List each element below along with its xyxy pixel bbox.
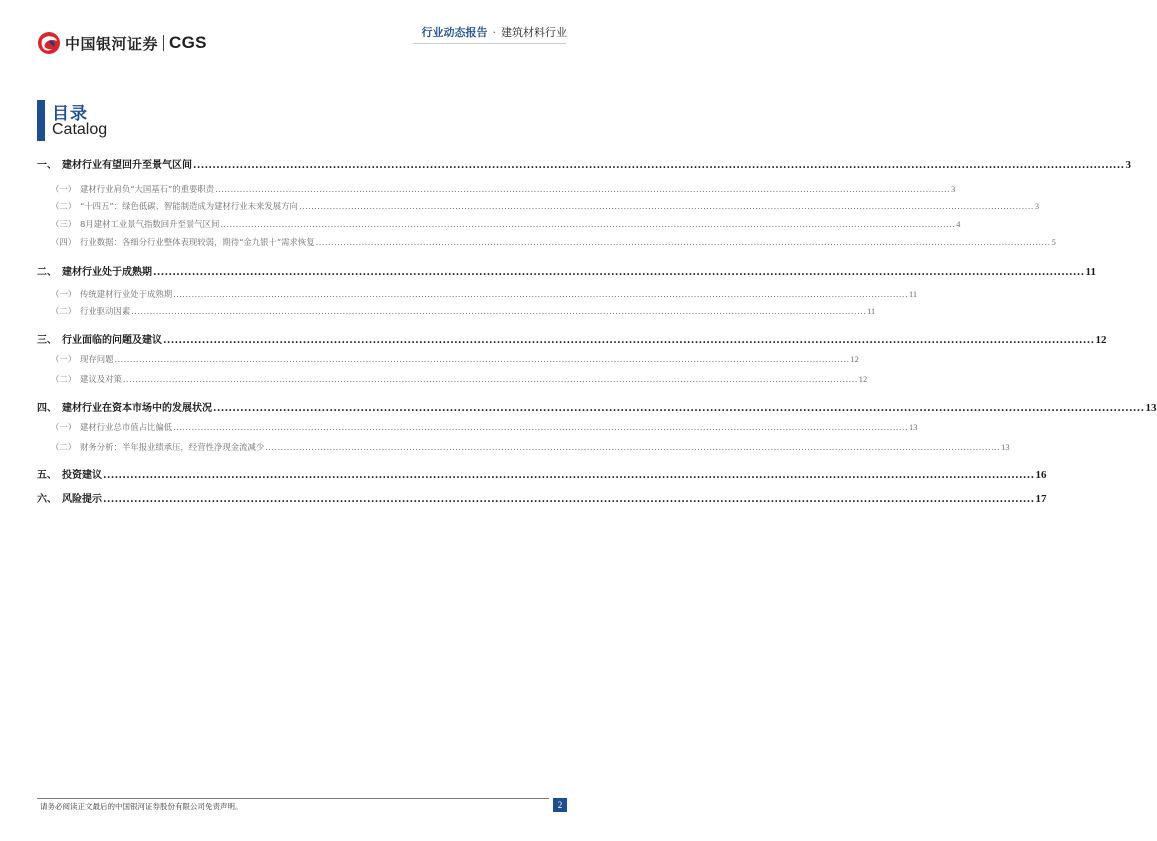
toc-page-number: 3 [1034,202,1040,211]
toc-dot-leader [316,237,1051,247]
toc-entry-title: “十四五”：绿色低碳、智能制造成为建材行业未来发展方向 [80,201,298,211]
toc-dot-leader [103,494,1035,505]
toc-page-number: 13 [909,423,918,432]
toc-entry-title: 建材行业总市值占比偏低 [80,422,173,432]
header-separator: · [492,25,496,39]
toc-entry-number: （一） [51,184,77,194]
toc-page-number: 5 [1051,238,1056,247]
toc-entry-number: 六、 [37,494,57,505]
toc-page-number: 12 [850,355,859,364]
toc-entry-title: 风险提示 [62,494,102,505]
report-type: 行业动态报告 [421,26,488,39]
toc-section-link[interactable] [37,236,1056,248]
toc-entry-title: 建材行业处于成熟期 [62,267,152,278]
toc-entry-number: 二、 [37,267,57,278]
toc-page-number: 11 [1085,266,1096,278]
toc-dot-leader [123,374,858,384]
toc-chapter-link[interactable] [37,263,1096,278]
toc-entry-number: 一、 [37,160,57,171]
footer-rule [37,798,549,799]
toc-entry-number: （二） [51,374,77,384]
toc-chapter-link[interactable] [37,331,1107,346]
page-header [0,0,595,60]
company-logo [37,30,207,56]
toc-entry-number: 三、 [37,335,57,346]
toc-page-number: 11 [909,290,918,299]
toc-dot-leader [215,184,950,194]
toc-entry-number: （三） [51,219,77,229]
toc-dot-leader [103,470,1035,481]
toc-dot-leader [173,422,908,432]
toc-entry-number: 四、 [37,403,57,414]
header-rule [413,43,566,44]
toc-section-link[interactable] [37,373,868,385]
toc-page-number: 17 [1035,493,1047,505]
toc-dot-leader [299,201,1034,211]
toc-dot-leader [163,335,1095,346]
toc-dot-leader [220,219,955,229]
toc-dot-leader [153,267,1085,278]
toc-page-number: 12 [1095,334,1107,346]
toc-page-number: 3 [1125,159,1132,171]
toc-entry-title: 建材行业肩负“大国基石”的重要职责 [80,184,215,194]
toc-entry-title: 行业面临的问题及建议 [62,335,162,346]
toc-entry-number: （一） [51,422,77,432]
toc-page-number: 13 [1001,443,1010,452]
toc-section-link[interactable] [37,218,961,230]
toc-page-number: 4 [956,220,961,229]
toc-section-link[interactable] [37,353,859,365]
toc-dot-leader [173,289,908,299]
toc-chapter-link[interactable] [37,156,1132,171]
toc-section-link[interactable] [37,288,918,300]
toc-entry-title: 建议及对策 [80,374,122,384]
toc-dot-leader [265,442,1000,452]
toc-section-link[interactable] [37,200,1040,212]
toc-dot-leader [115,354,850,364]
toc-chapter-link[interactable] [37,466,1047,481]
toc-entry-title: 行业驱动因素 [80,306,131,316]
toc-entry-number: （二） [51,306,77,316]
toc-entry-number: （四） [51,237,77,247]
toc-entry-number: （二） [51,442,77,452]
toc-entry-number: （一） [51,289,77,299]
toc-chapter-link[interactable] [37,490,1047,505]
logo-english-name: CGS [169,33,207,52]
toc-page-number: 13 [1145,402,1157,414]
page-number: 2 [553,798,567,812]
toc-entry-number: （一） [51,354,77,364]
toc-entry-title: 建材行业在资本市场中的发展状况 [62,403,212,414]
toc-page-number: 12 [858,375,868,384]
logo-chinese-name: 中国银河证券 [65,34,159,53]
toc-title-english: Catalog [52,121,108,138]
toc-page-number: 16 [1035,469,1047,481]
title-accent-bar [37,100,45,141]
toc-section-link[interactable] [37,421,918,433]
disclaimer-text: 请务必阅读正文最后的中国银河证券股份有限公司免责声明。 [40,802,243,811]
toc-title-chinese: 目录 [52,104,88,124]
toc-dot-leader [213,403,1145,414]
toc-page-number: 3 [951,185,956,194]
toc-entry-title: 现存问题 [80,354,114,364]
toc-entry-number: （二） [51,201,77,211]
cgs-logo-icon [37,31,61,55]
toc-page-number: 11 [867,307,876,316]
logo-divider [163,35,164,51]
toc-section-link[interactable] [37,305,876,317]
toc-section-link[interactable] [37,183,956,195]
toc-entry-number: 五、 [37,470,57,481]
toc-entry-title: 8月建材工业景气指数回升至景气区间 [80,219,220,229]
industry-name: 建筑材料行业 [501,26,567,39]
toc-entry-title: 行业数据：各细分行业整体表现较弱，期待“金九银十”需求恢复 [80,237,315,247]
report-category [422,24,568,40]
toc-dot-leader [193,160,1125,171]
toc-entry-title: 财务分析：半年报业绩承压，经营性净现金流减少 [80,442,265,452]
toc-entry-title: 投资建议 [62,470,102,481]
toc-entry-title: 建材行业有望回升至景气区间 [62,160,192,171]
toc-section-link[interactable] [37,441,1010,453]
toc-dot-leader [131,306,866,316]
toc-chapter-link[interactable] [37,399,1157,414]
toc-entry-title: 传统建材行业处于成熟期 [80,289,173,299]
